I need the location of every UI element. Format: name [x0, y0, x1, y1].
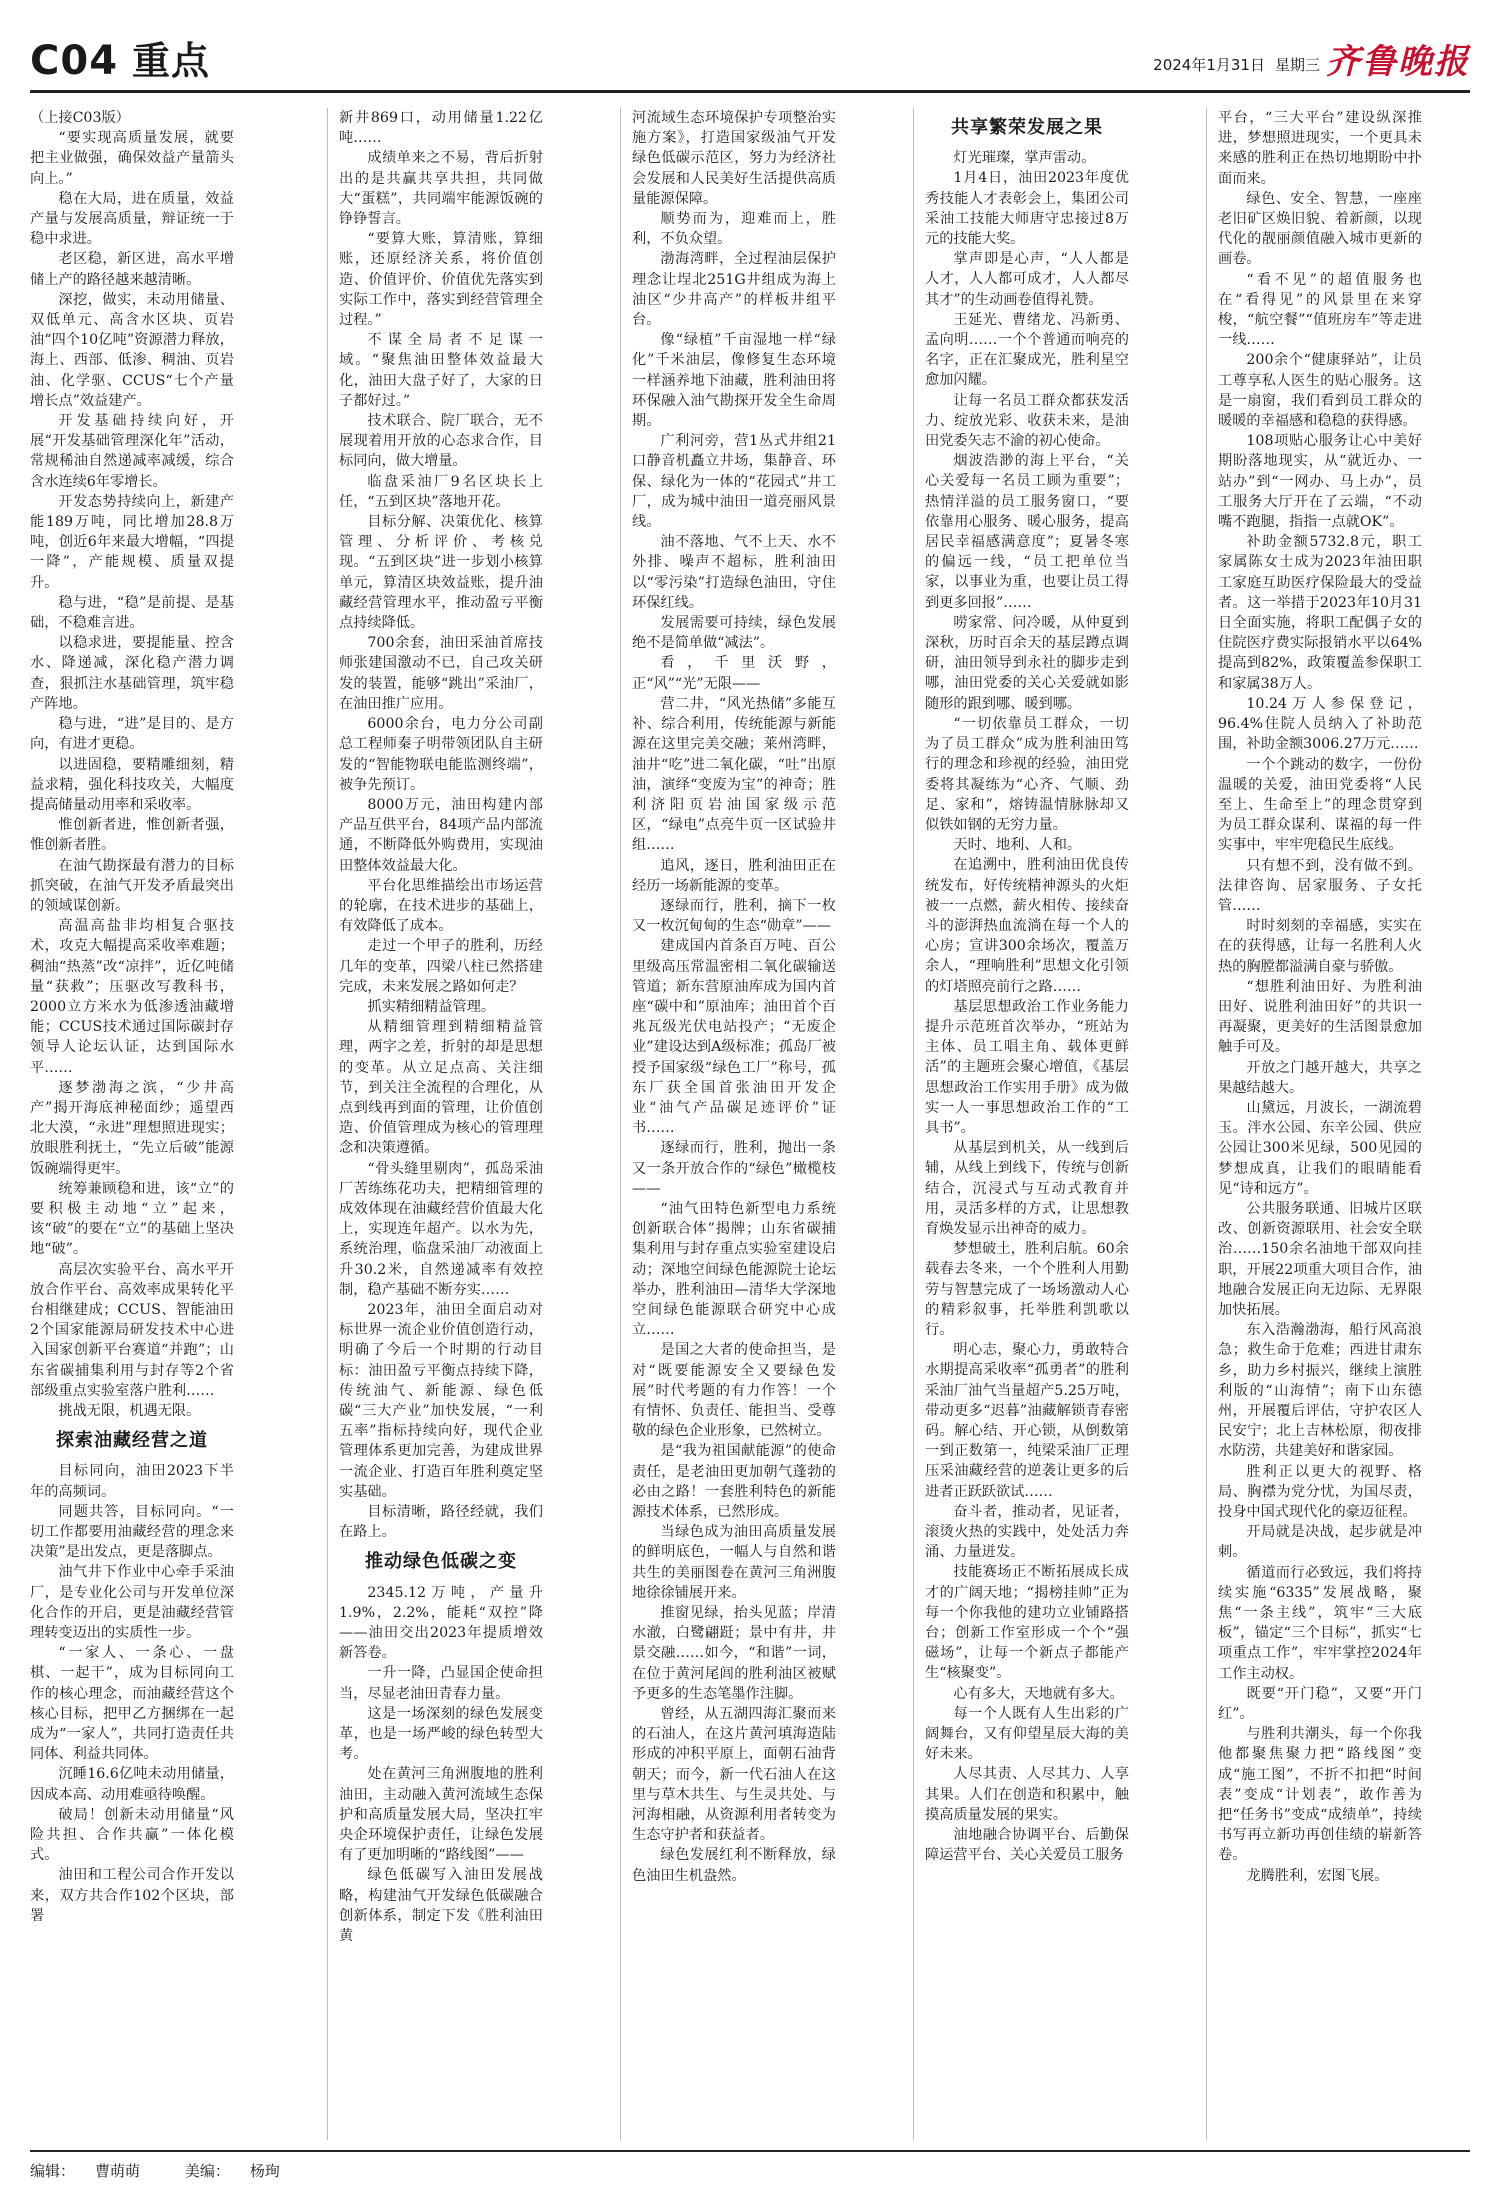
paragraph: 掌声即是心声，“人人都是人才，人人都可成才，人人都尽其才”的生动画卷值得礼赞。 [925, 251, 1129, 308]
page-label [30, 30, 210, 85]
paragraph: 油田和工程公司合作开发以来，双方共合作102个区块，部署 [30, 1867, 234, 1924]
paragraph: 每一个人既有人生出彩的广阔舞台，又有仰望星辰大海的美好未来。 [925, 1705, 1129, 1763]
paragraph: （上接C03版） [30, 110, 130, 126]
article-column-1 [30, 108, 234, 2140]
paragraph: 曾经，从五湖四海汇聚而来的石油人，在这片黄河填海造陆形成的冲积平原上，面朝石油背朝天；而今，新一代石油人在这里与草木共生、与生灵共处、与河海相融，从资源利用者转变为生态守护者和获益者。 [632, 1706, 836, 1844]
paragraph: 成绩单来之不易，背后折射出的是共赢共享共担，共同做大“蛋糕”，共同端牢能源饭碗的铮铮誓言。 [339, 150, 543, 228]
paragraph: 开发基础持续向好，开展“开发基础管理深化年”活动，常规稀油自然递减率减缓，综合含水连续6年零增长。 [30, 413, 234, 490]
paragraph: 技术联合、院厂联合，无不展现着用开放的心态求合作，目标同向，做大增量。 [339, 413, 543, 470]
paragraph: 目标清晰，路径经就，我们在路上。 [339, 1504, 543, 1541]
paragraph: 绿色、安全、智慧，一座座老旧矿区焕旧貌、着新颜，以现代化的靓丽颜值融入城市更新的画卷。 [1218, 190, 1422, 268]
article-column-5 [1218, 108, 1422, 2140]
paragraph: 看，千里沃野，正“风”“光”无限—— [632, 655, 836, 692]
paragraph: 基层思想政治工作业务能力提升示范班首次举办，“班站为主体、员工唱主角、载体更鲜活”的主题班会聚心增值，《基层思想政治工作实用手册》成为做实一人一事思想政治工作的“工具书”。 [925, 998, 1129, 1136]
paragraph: 人尽其责、人尽其力、人享其果。人们在创造和积累中，触摸高质量发展的果实。 [925, 1766, 1129, 1823]
paragraph: 河流域生态环境保护专项整治实施方案》，打造国家级油气开发绿色低碳示范区，努力为经济社会发展和人民美好生活提供高质量能源保障。 [632, 110, 836, 207]
paragraph: 奋斗者，推动者，见证者，滚烫火热的实践中，处处活力奔涌、力量迸发。 [925, 1503, 1129, 1561]
paragraph: 梦想破土，胜利启航。60余载春去冬来，一个个胜利人用勤劳与智慧完成了一场场激动人心的精彩叙事，托举胜利凯歌以行。 [925, 1241, 1129, 1338]
masthead [30, 30, 1470, 93]
subheading: 推动绿色低碳之变 [365, 1551, 517, 1573]
paragraph: 油不落地、气不上天、水不外排、噪声不超标，胜利油田以“零污染”打造绿色油田，守住环保红线。 [632, 534, 836, 611]
paragraph: 一个个跳动的数字，一份份温暖的关爱，油田党委将“人民至上、生命至上”的理念贯穿到为员工群众谋利、谋福的每一件实事中，牢牢兜稳民生底线。 [1218, 756, 1422, 854]
paragraph: 循道而行必致远，我们将持续实施“6335”发展战略，聚焦“一条主线”，筑牢“三大底板”，锚定“三个目标”，抓实“七项重点工作”，牢牢掌控2024年工作主动权。 [1218, 1564, 1422, 1682]
column-divider [1206, 108, 1207, 2140]
paragraph: 渤海湾畔，全过程油层保护理念让埕北251G井组成为海上油区“少井高产”的样板井组平台。 [632, 251, 836, 329]
paragraph: 绿色发展红利不断释放，绿色油田生机盎然。 [632, 1847, 836, 1884]
paragraph: 当绿色成为油田高质量发展的鲜明底色，一幅人与自然和谐共生的美丽图卷在黄河三角洲腹地徐徐铺展开来。 [632, 1524, 836, 1601]
paragraph: 新井869口，动用储量1.22亿吨…… [339, 110, 543, 147]
paragraph: 10.24万人参保登记，96.4%住院人员纳入了补助范围，补助金额3006.27万元…… [1218, 695, 1422, 753]
paragraph: 山黛远，月波长，一湖流碧玉。泮水公园、东辛公园、供应公园让300米见绿，500见园的梦想成真，让我们的眼睛能看见“诗和远方”。 [1218, 1099, 1422, 1197]
paragraph: 目标分解、决策优化、核算管理、分析评价、考核兑现。“五到区块”进一步划小核算单元，算清区块效益账，提升油藏经营管理水平，推动盈亏平衡点持续降低。 [339, 514, 543, 632]
paragraph: 统筹兼顾稳和进，该“立”的要积极主动地“立”起来，该“破”的要在“立”的基础上坚决地“破”。 [30, 1180, 234, 1258]
subheading: 共享繁荣发展之果 [951, 117, 1103, 138]
article-column-3 [632, 108, 836, 2140]
paragraph: 惟创新者进，惟创新者强，惟创新者胜。 [30, 817, 234, 854]
paragraph: 灯光璀璨，掌声雷动。 [953, 150, 1096, 167]
paragraph: 挑战无限，机遇无限。 [58, 1403, 201, 1419]
paragraph: 广利河旁，营1丛式井组21口静音机矗立井场，集静音、环保、绿化为一体的“花园式”井工厂，成为城中油田一道亮丽风景线。 [632, 433, 836, 531]
paragraph: 抓实精细精益管理。 [367, 998, 496, 1015]
paragraph: “要实现高质量发展，就要把主业做强，确保效益产量箭头向上。” [30, 130, 234, 187]
paragraph: 稳与进，“进”是目的、是方向，有进才更稳。 [30, 716, 234, 753]
paragraph: 平台化思维描绘出市场运营的轮廓，在技术进步的基础上，有效降低了成本。 [339, 877, 543, 935]
paragraph: 同题共答，目标同向。“一切工作都要用油藏经营的理念来决策”是出发点，更是落脚点。 [30, 1503, 234, 1561]
paragraph: 在油气勘探最有潜力的目标抓突破，在油气开发矛盾最突出的领域谋创新。 [30, 857, 234, 914]
article-column-2 [339, 108, 543, 2140]
paragraph: 走过一个甲子的胜利，历经几年的变革，四梁八柱已然搭建完成，未来发展之路如何走？ [339, 938, 543, 995]
editor-name: 曹萌萌 [95, 2162, 141, 2180]
paragraph: 6000余台，电力分公司副总工程师秦子明带领团队自主研发的“智能物联电能监测终端”，被争先预订。 [339, 716, 543, 793]
paragraph: 2023年，油田全面启动对标世界一流企业价值创造行动，明确了今后一个时期的行动目标：油田盈亏平衡点持续下降，传统油气、新能源、绿色低碳“三大产业”加快发展，“一利五率”指标持续向好，现代企业管理体系更加完善，为建成世界一流企业、打造百年胜利奠定坚实基础。 [339, 1301, 543, 1500]
paragraph: 像“绿植”千亩湿地一样“绿化”千米油层，像修复生态环境一样涵养地下油藏，胜利油田将环保融入油气勘探开发全生命周期。 [632, 332, 836, 430]
paragraph: 心有多大，天地就有多大。 [953, 1685, 1124, 1702]
paragraph: 唠家常、问冷暖，从仲夏到深秋，历时百余天的基层蹲点调研，油田领导到永社的脚步走到哪，油田党委的关心关爱就如影随形的跟到哪、暖到哪。 [925, 614, 1129, 712]
paragraph: 技能赛场正不断拓展成长成才的广阔天地；“揭榜挂帅”正为每一个你我他的建功立业铺路搭台；创新工作室形成一个个“强磁场”，让每一个新点子都能产生“核聚变”。 [925, 1564, 1129, 1682]
paragraph: 东入浩瀚渤海，船行风高浪急；救生命于危难；西进甘肃东乡，助力乡村振兴，继续上演胜利版的“山海情”；南下山东德州，开展覆后评估，守护农区人民安宁；北上吉林松原，彻夜排水防涝，共建美好和谐家园。 [1218, 1322, 1422, 1460]
column-divider [913, 108, 914, 2140]
paragraph: 明心志，聚心力，勇敢特合水期提高采收率“孤勇者”的胜利采油厂油气当量超产5.25万吨，带动更多“迟暮”油藏解锁青春密码。解心结、开心锁，从倒数第一到正数第一，纯梁采油厂正理压采油藏经营的逆袭让更多的后进者正跃跃欲试…… [925, 1342, 1129, 1500]
paragraph: “要算大账，算清账，算细账，还原经济关系，将价值创造、价值评价、价值优先落实到实际工作中，落实到经营管理全过程。” [339, 231, 543, 329]
paragraph: “一切依靠员工群众，一切为了员工群众”成为胜利油田笃行的理念和珍视的经验，油田党委将其凝练为“心齐、气顺、劲足、家和”，熔铸温情脉脉却又似铁如钢的无穷力量。 [925, 715, 1129, 833]
paragraph: 与胜利共潮头，每一个你我他都聚焦聚力把“路线图”变成“施工图”，不折不扣把“时间表”变成“计划表”，敢作善为把“任务书”变成“成绩单”，持续书写再立新功再创佳绩的崭新答卷。 [1218, 1726, 1422, 1864]
paragraph: 临盘采油厂9名区块长上任，“五到区块”落地开花。 [339, 473, 543, 510]
paragraph: “想胜利油田好、为胜利油田好、说胜利油田好”的共识一再凝聚，更美好的生活图景愈加触手可及。 [1218, 978, 1422, 1056]
paragraph: 1月4日，油田2023年度优秀技能人才表彰会上，集团公司采油工技能大师唐守忠接过8万元的技能大奖。 [925, 170, 1129, 248]
paragraph: 绿色低碳写入油田发展战略，构建油气开发绿色低碳融合创新体系，制定下发《胜利油田黄 [339, 1867, 543, 1945]
paragraph: 公共服务联通、旧城片区联改、创新资源联用、社会安全联治……150余名油地干部双向挂职，开展22项重大项目合作，油地融合发展正向无边际、无界限加快拓展。 [1218, 1200, 1422, 1318]
designer-name: 杨珣 [249, 2162, 280, 2180]
page-footer [30, 2150, 1470, 2186]
paragraph: 高层次实验平台、高水平开放合作平台、高效率成果转化平台相继建成；CCUS、智能油田2个国家能源局研发技术中心进入国家创新平台赛道“并跑”；山东省碳捕集利用与封存等2个省部级重点实验室落户胜利…… [30, 1261, 234, 1399]
column-divider [327, 108, 328, 2140]
paragraph: 高温高盐非均相复合驱技术，攻克大幅提高采收率难题；稠油“热蒸”改“凉拌”，近亿吨储量“获救”；压驱改写教科书，2000立方米水为低渗透油藏增能；CCUS技术通过国际碳封存领导人论坛认证，达到国际水平…… [30, 918, 234, 1076]
paragraph: 2345.12万吨，产量升1.9%，2.2%，能耗“双控”降——油田交出2023年提质增效新答卷。 [339, 1584, 543, 1662]
paragraph: 是“我为祖国献能源”的使命责任，是老油田更加朝气蓬勃的必由之路！一套胜利特色的新能源技术体系，已然形成。 [632, 1443, 836, 1521]
paragraph: 逐绿而行，胜利，摘下一枚又一枚沉甸甸的生态“勋章”—— [632, 897, 836, 935]
paragraph: 这是一场深刻的绿色发展变革，也是一场严峻的绿色转型大考。 [339, 1705, 543, 1763]
paragraph: “油气田特色新型电力系统创新联合体”揭牌；山东省碳捕集利用与封存重点实验室建设启动；深地空间绿色能源院士论坛举办，胜利油田—清华大学深地空间绿色能源联合研究中心成立…… [632, 1200, 836, 1339]
paragraph: 龙腾胜利，宏图飞展。 [1246, 1867, 1389, 1884]
paragraph: 时时刻刻的幸福感，实实在在的获得感，让每一名胜利人火热的胸膛都溢满自豪与骄傲。 [1218, 918, 1422, 975]
paragraph: 从精细管理到精细精益管理，两字之差，折射的却是思想的变革。从立足点高、关注细节，到关注全流程的合理化，从点到线再到面的管理，让价值创造、价值管理成为核心的管理理念和决策遵循。 [339, 1019, 543, 1157]
editor-credit [30, 2162, 160, 2180]
paragraph: 200余个“健康驿站”，让员工尊享私人医生的贴心服务。这是一扇窗，我们看到员工群众的暖暖的幸福感和稳稳的获得感。 [1218, 352, 1422, 430]
paragraph: 只有想不到，没有做不到。法律咨询、居家服务、子女托管…… [1218, 857, 1422, 914]
paragraph: “骨头缝里剔肉”，孤岛采油厂苦练练花功夫，把精细管理的成效体现在油藏经营价值最大化上，实现连年超产。以水为先，系统治理，临盘采油厂动液面上升30.2米，自然递减率有效控制，稳产基础不断夯实…… [339, 1160, 543, 1298]
paragraph: 以进固稳，要精雕细刻，精益求精，强化科技攻关，大幅度提高储量动用率和采收率。 [30, 756, 234, 813]
paragraph: 108项贴心服务让心中美好期盼落地现实，从“就近办、一站办”到“一网办、马上办”，员工服务大厅开在了云端，“不动嘴不跑腿，指指一点就OK”。 [1218, 433, 1422, 531]
paragraph: 不谋全局者不足谋一域。“聚焦油田整体效益最大化，油田大盘子好了，大家的日子都好过。” [339, 332, 543, 409]
paragraph: 逐梦渤海之滨，“少井高产”揭开海底神秘面纱；遥望西北大漠，“永进”理想照进现实；放眼胜利抚土，“先立后破”能源饭碗端得更牢。 [30, 1079, 234, 1177]
paragraph: 推窗见绿，抬头见蓝；岸清水澈，白鹭翩跹；景中有井，井景交融……如今，“和谐”一词，在位于黄河尾闾的胜利油区被赋予更多的生态笔墨作注脚。 [632, 1605, 836, 1702]
paragraph: 以稳求进，要提能量、控含水、降递减，深化稳产潜力调查，狠抓注水基础管理，筑牢稳产阵地。 [30, 635, 234, 712]
paragraph: 让每一名员工群众都获发活力、绽放光彩、收获未来，是油田党委矢志不渝的初心使命。 [925, 392, 1129, 450]
paragraph: “一家人、一条心、一盘棋、一起干”，成为目标同向工作的核心理念，而油藏经营这个核心目标，把甲乙方捆绑在一起成为“一家人”，共同打造责任共同体、利益共同体。 [30, 1645, 234, 1763]
paragraph: 开发态势持续向上，新建产能189万吨，同比增加28.8万吨，创近6年来最大增幅，“四提一降”，产能规模、质量双提升。 [30, 493, 234, 591]
paragraph: 天时、地利、人和。 [953, 837, 1082, 854]
paragraph: 沉睡16.6亿吨未动用储量，因成本高、动用难亟待唤醒。 [30, 1766, 234, 1803]
dateline [1143, 54, 1320, 75]
paragraph: 一升一降，凸显国企使命担当，尽显老油田青春力量。 [339, 1665, 543, 1702]
paragraph: 平台，“三大平台”建设纵深推进，梦想照进现实，一个更具未来感的胜利正在热切地期盼中扑面而来。 [1218, 110, 1422, 187]
paragraph: 目标同向，油田2023下半年的高频词。 [30, 1463, 234, 1500]
paragraph: “看不见”的超值服务也在“看得见”的风景里在来穿梭，“航空餐”“值班房车”等走进一线…… [1218, 271, 1422, 349]
article-columns [30, 108, 1470, 2140]
paragraph: 营二井，“风光热储”多能互补、综合利用，传统能源与新能源在这里完美交融；莱州湾畔，油井“吃”进二氧化碳，“吐”出原油，演绎“变废为宝”的神奇；胜利济阳页岩油国家级示范区，“绿电”点亮牛页一区试验井组…… [632, 695, 836, 854]
paragraph: 老区稳，新区进，高水平增储上产的路径越来越清晰。 [30, 251, 234, 288]
paragraph: 稳在大局，进在质量，效益产量与发展高质量，辩证统一于稳中求进。 [30, 190, 234, 248]
paragraph: 发展需要可持续，绿色发展绝不是简单做“减法”。 [632, 615, 836, 652]
paragraph: 是国之大者的使命担当，是对“既要能源安全又要绿色发展”时代考题的有力作答！一个有情怀、负责任、能担当、受尊敬的绿色企业形象，已然树立。 [632, 1342, 836, 1440]
column-divider [620, 108, 621, 2140]
paragraph: 破局！创新未动用储量“风险共担、合作共赢”一体化模式。 [30, 1806, 234, 1864]
paragraph: 逐绿而行，胜利，抛出一条又一条开放合作的“绿色”橄榄枝—— [632, 1140, 836, 1197]
paragraph: 追风，逐日，胜利油田正在经历一场新能源的变革。 [632, 857, 836, 894]
newspaper-logo: 齐鲁晚报 [1326, 42, 1470, 82]
subheading: 探索油藏经营之道 [56, 1430, 208, 1452]
paragraph: 深挖，做实，未动用储量、双低单元、高含水区块、页岩油“四个10亿吨”资源潜力释放，海上、西部、低渗、稠油、页岩油、化学驱、CCUS“七个产量增长点”效益建产。 [30, 291, 234, 409]
issue-weekday: 星期三 [1274, 56, 1320, 74]
paragraph: 从基层到机关，从一线到后辅，从线上到线下，传统与创新结合，沉浸式与互动式教育并用，灵活多样的方式，让思想教育焕发显示出神奇的威力。 [925, 1140, 1129, 1237]
page-number: C04 [30, 38, 119, 84]
paragraph: 顺势而为，迎难而上，胜利，不负众望。 [632, 211, 836, 248]
article-column-4 [925, 108, 1129, 2140]
designer-credit [185, 2162, 300, 2180]
section-title: 重点 [132, 38, 211, 83]
designer-label: 美编： [184, 2162, 230, 2180]
paragraph: 胜利正以更大的视野、格局、胸襟为党分忧，为国尽责，投身中国式现代化的豪迈征程。 [1218, 1463, 1422, 1521]
paragraph: 烟波浩渺的海上平台，“关心关爱每一名员工顾为重要”；热情洋溢的员工服务窗口，“要依靠用心服务、暖心服务，提高居民幸福感满意度”；夏暑冬寒的偏远一线，“员工把单位当家，以事业为重，也要让员工得到更多回报”…… [925, 453, 1129, 611]
paragraph: 8000万元，油田构建内部产品互供平台，84项产品内部流通，不断降低外购费用，实现油田整体效益最大化。 [339, 796, 543, 874]
paragraph: 稳与进，“稳”是前提、是基础，不稳难言进。 [30, 594, 234, 632]
paragraph: 王延光、曹绪龙、冯新勇、孟向明……一个个普通而响亮的名字，正在汇聚成光，胜利星空愈加闪耀。 [925, 311, 1129, 389]
paragraph: 开局就是决战，起步就是冲刺。 [1218, 1524, 1422, 1561]
paragraph: 建成国内首条百万吨、百公里级高压常温密相二氧化碳输送管道；新东营原油库成为国内首座“碳中和”原油库；油田首个百兆瓦级光伏电站投产；“无废企业”建设达到A级标准；孤岛厂被授予国家级“绿色工厂”称号，孤东厂获全国首张油田开发企业“油气产品碳足迹评价”证书…… [632, 938, 836, 1137]
editor-label: 编辑： [30, 2162, 76, 2180]
paragraph: 补助金额5732.8元，职工家属陈女士成为2023年油田职工家庭互助医疗保险最大的受益者。这一举措于2023年10月31日全面实施，将职工配偶子女的住院医疗费实际报销水平以64%提高到82%，政策覆盖参保职工和家属38万人。 [1218, 534, 1422, 692]
paragraph: 油地融合协调平台、后勤保障运营平台、关心关爱员工服务 [925, 1827, 1129, 1864]
issue-date: 2024年1月31日 [1153, 56, 1265, 74]
paragraph: 开放之门越开越大，共享之果越结越大。 [1218, 1059, 1422, 1096]
paragraph: 在追溯中，胜利油田优良传统发布，好传统精神源头的火炬被一一点燃，薪火相传、接续奋斗的澎湃热血流淌在每一个人的心房；宣讲300余场次，覆盖万余人，“理响胜利”思想文化引领的灯塔照亮前行之路…… [925, 857, 1129, 995]
paragraph: 油气井下作业中心牵手采油厂，是专业化公司与开发单位深化合作的开启，更是油藏经营管理转变迈出的实质性一步。 [30, 1564, 234, 1642]
paragraph: 700余套，油田采油首席技师张建国激动不已，自己攻关研发的装置，能够“跳出”采油厂，在油田推广应用。 [339, 635, 543, 712]
paragraph: 处在黄河三角洲腹地的胜利油田，主动融入黄河流域生态保护和高质量发展大局，坚决扛牢央企环境保护责任，让绿色发展有了更加明晰的“路线图”—— [339, 1766, 543, 1864]
paragraph: 既要“开门稳”，又要“开门红”。 [1218, 1685, 1422, 1723]
